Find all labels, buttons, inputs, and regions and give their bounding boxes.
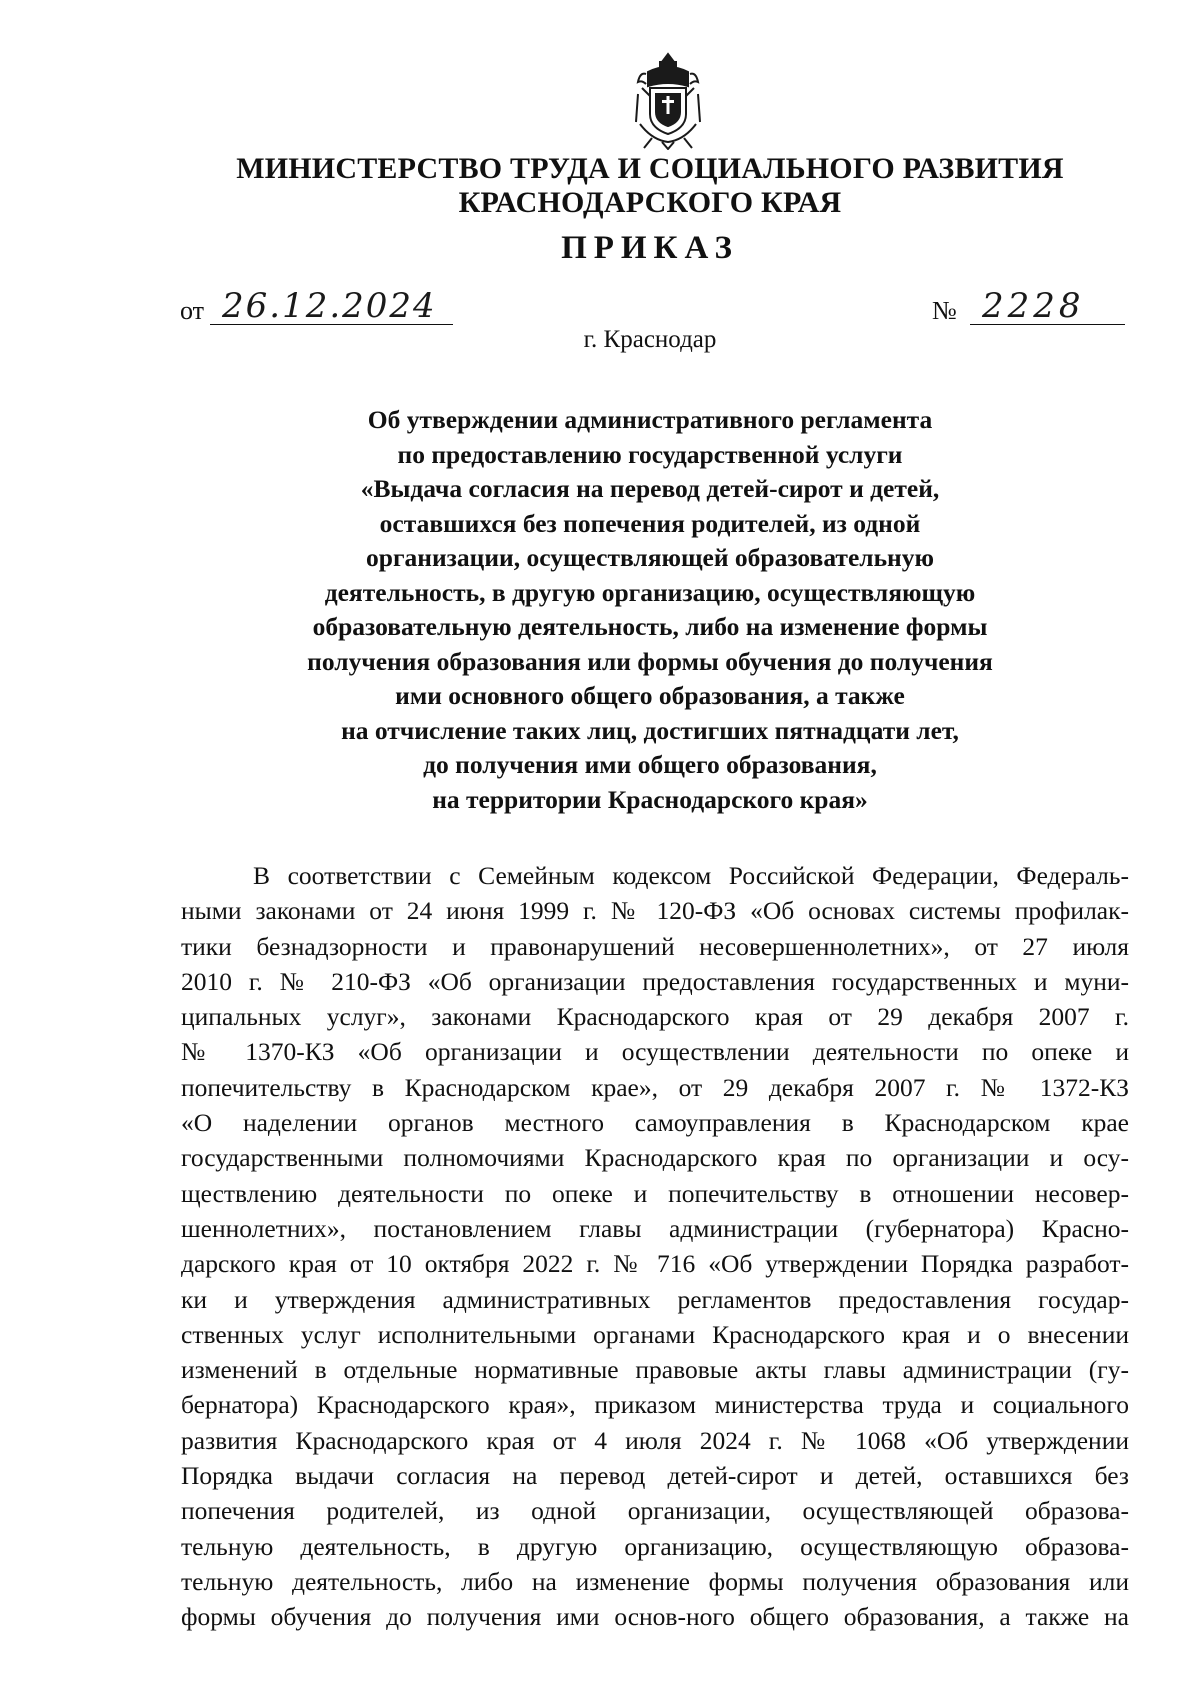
ministry-line: КРАСНОДАРСКОГО КРАЯ [458,186,842,219]
body-line: попечения родителей, из одной организации, осуществляющей образова- [181,1496,1129,1526]
body-line: развития Краснодарского края от 4 июля 2024 г. № 1068 «Об утверждении [181,1425,1129,1455]
body-line: № 1370-КЗ «Об организации и осуществлении деятельности по опеке и [181,1037,1129,1067]
city: г. Краснодар [583,326,717,353]
body-line: ки и утверждения административных регламентов предоставления государ- [181,1284,1129,1314]
subject-line: по предоставлению государственной услуги [397,439,903,469]
body-line: тельную деятельность, в другую организацию, осуществляющую образова- [181,1531,1129,1561]
subject-line: получения образования или формы обучения до получения [307,646,993,676]
coat-of-arms-icon [628,52,708,150]
body-line: формы обучения до получения ими основ-ного общего образования, а также на [181,1602,1129,1632]
subject-line: оставшихся без попечения родителей, из одной [379,508,921,538]
date-handwritten: 26.12.2024 [222,286,437,326]
date-prefix: от [180,296,205,325]
body-line: государственными полномочиями Краснодарского края по организации и осу- [181,1143,1129,1173]
order-subject [170,403,1130,817]
ministry-name [150,152,1150,220]
subject-line: организации, осуществляющей образовательную [366,543,934,572]
subject-line: Об утверждении административного регламента [367,405,933,434]
subject-line: деятельность, в другую организацию, осуществляющую [324,577,976,607]
body-line: ществлению деятельности по опеке и попечительству в отношении несовер- [181,1178,1129,1208]
subject-line: на территории Краснодарского края» [432,784,868,814]
subject-line: до получения ими общего образования, [423,750,877,779]
body-line: ственных услуг исполнительными органами Краснодарского края и о внесении [181,1319,1129,1349]
body-line: шеннолетних», постановлением главы администрации (губернатора) Красно- [181,1213,1129,1243]
body-line: изменений в отдельные нормативные правовые акты главы администрации (гу- [181,1355,1129,1385]
subject-line: «Выдача согласия на перевод детей-сирот и детей, [360,474,940,503]
body-line: тельную деятельность, либо на изменение формы получения образования или [181,1566,1129,1596]
subject-line: образовательную деятельность, либо на изменение формы [312,612,988,641]
number-handwritten: 2228 [982,286,1085,326]
body-line: Порядка выдачи согласия на перевод детей-сирот и детей, оставшихся без [181,1461,1129,1491]
ministry-line: МИНИСТЕРСТВО ТРУДА И СОЦИАЛЬНОГО РАЗВИТИЯ [236,152,1064,185]
body-line: ципальных услуг», законами Краснодарского края от 29 декабря 2007 г. [181,1002,1129,1032]
body-paragraph [181,858,1129,1635]
body-line: 2010 г. № 210-ФЗ «Об организации предоставления государственных и муни- [181,966,1129,996]
body-line: дарского края от 10 октября 2022 г. № 716 «Об утверждении Порядка разработ- [181,1249,1129,1279]
body-line: бернатора) Краснодарского края», приказом министерства труда и социального [181,1390,1129,1420]
body-line: ными законами от 24 июня 1999 г. № 120-ФЗ «Об основах системы профилак- [181,896,1129,926]
body-line: В соответствии с Семейным кодексом Российской Федерации, Федераль- [253,861,1129,890]
subject-line: на отчисление таких лиц, достигших пятнадцати лет, [341,715,959,745]
number-prefix: № [932,296,957,325]
body-line: попечительству в Краснодарском крае», от 29 декабря 2007 г. № 1372-КЗ [181,1072,1129,1102]
body-line: тики безнадзорности и правонарушений несовершеннолетних», от 27 июля [181,931,1129,961]
body-line: «О наделении органов местного самоуправления в Краснодарском крае [181,1108,1129,1138]
subject-line: ими основного общего образования, а также [395,681,905,710]
order-title: ПРИКАЗ [561,230,739,266]
